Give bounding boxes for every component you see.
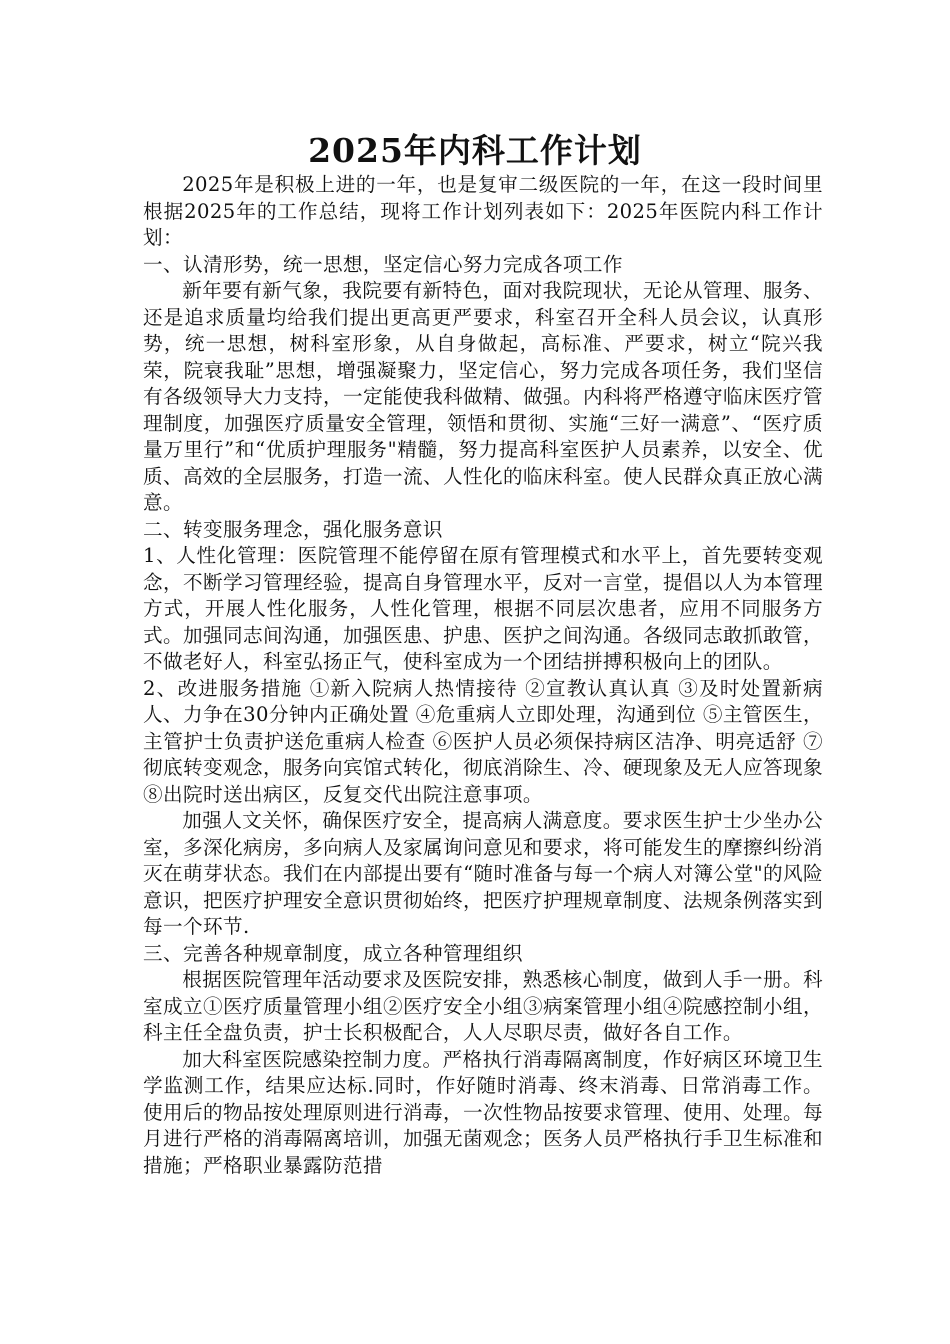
paragraph: 新年要有新气象，我院要有新特色，面对我院现状，无论从管理、服务、还是追求质量均给我们提出更高更严要求，科室召开全科人员会议，认真形势，统一思想，树科室形象，从自身做起，高标准、严要求，树立“院兴我荣，院衰我耻”思想，增强凝聚力，坚定信心，努力完成各项任务，我们坚信有各级领导大力支持，一定能使我科做精、做强。内科将严格遵守临床医疗管理制度，加强医疗质量安全管理，领悟和贯彻、实施“三好一满意”、“医疗质量万里行”和“优质护理服务"精髓，努力提高科室医护人员素养，以安全、优质、高效的全层服务，打造一流、人性化的临床科室。使人民群众真正放心满意。 bbox=[143, 279, 823, 514]
section-heading: 一、认清形势，统一思想，坚定信心努力完成各项工作 bbox=[143, 252, 623, 276]
paragraph: 2、改进服务措施 ①新入院病人热情接待 ②宣教认真认真 ③及时处置新病人、力争在30分钟内正确处置 ④危重病人立即处理，沟通到位 ⑤主管医生，主管护士负责护送危重病人检查 ⑥医护人员必须保持病区洁净、明亮适舒 ⑦彻底转变观念，服务向宾馆式转化，彻底消除生、冷、硬现象及无人应答现象 ⑧出院时送出病区，反复交代出院注意事项。 bbox=[143, 676, 823, 806]
section-heading: 二、转变服务理念，强化服务意识 bbox=[143, 517, 443, 541]
paragraph: 加强人文关怀，确保医疗安全，提高病人满意度。要求医生护士少坐办公室，多深化病房，多向病人及家属询问意见和要求，将可能发生的摩擦纠纷消灭在萌芽状态。我们在内部提出要有“随时准备与每一个病人对簿公堂"的风险意识，把医疗护理安全意识贯彻始终，把医疗护理规章制度、法规条例落实到每一个环节. bbox=[143, 809, 823, 938]
document-body bbox=[143, 172, 823, 1179]
paragraph: 根据医院管理年活动要求及医院安排，熟悉核心制度，做到人手一册。科室成立①医疗质量管理小组②医疗安全小组③病案管理小组④院感控制小组，科主任全盘负责，护士长积极配合，人人尽职尽责，做好各自工作。 bbox=[143, 968, 823, 1044]
paragraph: 1、人性化管理：医院管理不能停留在原有管理模式和水平上，首先要转变观念，不断学习管理经验，提高自身管理水平，反对一言堂，提倡以人为本管理方式，开展人性化服务，人性化管理，根据不同层次患者，应用不同服务方式。加强同志间沟通，加强医患、护患、医护之间沟通。各级同志敢抓敢管，不做老好人，科室弘扬正气，使科室成为一个团结拼搏积极向上的团队。 bbox=[143, 544, 823, 673]
paragraph: 加大科室医院感染控制力度。严格执行消毒隔离制度，作好病区环境卫生学监测工作，结果应达标.同时，作好随时消毒、终末消毒、日常消毒工作。使用后的物品按处理原则进行消毒，一次性物品按要求管理、使用、处理。每月进行严格的消毒隔离培训，加强无菌观念；医务人员严格执行手卫生标准和措施；严格职业暴露防范措 bbox=[143, 1047, 823, 1177]
document-title: 2025年内科工作计划 bbox=[308, 131, 642, 170]
paragraph: 2025年是积极上进的一年，也是复审二级医院的一年，在这一段时间里根据2025年的工作总结，现将工作计划列表如下：2025年医院内科工作计划： bbox=[143, 173, 823, 249]
section-heading: 三、完善各种规章制度，成立各种管理组织 bbox=[143, 941, 523, 965]
